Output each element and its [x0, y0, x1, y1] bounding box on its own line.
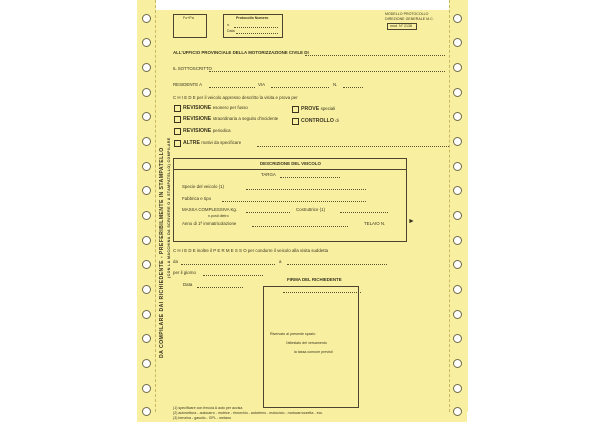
checkbox-other-bold: ALTRE [183, 140, 200, 146]
checkbox-revision-periodic[interactable] [174, 128, 181, 135]
request-line: C H I E D E per il veicolo appresso descritto la visita e prova per [173, 95, 298, 100]
feed-hole-icon [453, 310, 462, 319]
vehicle-title-rule [174, 169, 406, 170]
to-dots [287, 264, 387, 265]
vehicle-kind-dots [246, 189, 366, 190]
protocol-number-label: n. [227, 23, 230, 27]
feed-hole-icon [453, 88, 462, 97]
office-heading: ALL'UFFICIO PROVINCIALE DELLA MOTORIZZAZIONE CIVILE DI [173, 50, 309, 55]
checkbox-revision-accident-text: straordinaria a seguito d'incidente [212, 116, 279, 121]
protocol-date-dots [236, 33, 278, 34]
feed-hole-icon [142, 137, 151, 146]
vehicle-section-title: DESCRIZIONE DEL VEICOLO [260, 161, 321, 166]
checkbox-special-tests[interactable] [292, 106, 299, 113]
feed-hole-icon [453, 211, 462, 220]
feed-hole-icon [453, 38, 462, 47]
office-dots [305, 55, 445, 56]
checkbox-special-tests-label [301, 107, 335, 112]
notice-line2: l'attestato del versamento [286, 341, 327, 345]
date-dots [197, 287, 243, 288]
feed-hole-icon [453, 14, 462, 23]
left-feed-strip [137, 0, 156, 412]
checkbox-special-tests-bold: PROVE [301, 106, 320, 112]
checkbox-revision-accident-label [183, 117, 278, 122]
protocol-date-label: Data [227, 29, 235, 33]
checkbox-control-bold: CONTROLLO [301, 118, 334, 124]
feed-hole-icon [453, 137, 462, 146]
first-registration-dots [252, 226, 348, 227]
checkbox-revision-exemption-label [183, 106, 248, 111]
plate-label: TARGA [261, 172, 276, 177]
undersigned-label: IL SOTTOSCRITTO [173, 66, 212, 71]
house-number-label: N. [333, 82, 338, 87]
feed-hole-icon [142, 88, 151, 97]
footnote-line3: (3) benzina - gasolio - GPL - metano [173, 416, 231, 420]
footnote-line2: (2) autovettura - autocarro - motrice - rimorchio - autotreno - motociclo - motocarrozzetta - ecc. [173, 411, 324, 415]
feed-hole-icon [142, 260, 151, 269]
resident-label: RESIDENTE A [173, 82, 203, 87]
street-dots [271, 87, 329, 88]
vertical-instruction-main: DA COMPILARE DAI RICHIEDENTE - PREFERIBILMENTE IN STAMPATELLO [159, 147, 165, 358]
plate-dots [280, 177, 340, 178]
feed-hole-icon [142, 285, 151, 294]
protocol-box-title: Protocollo Numero [236, 16, 269, 20]
checkbox-revision-accident[interactable] [174, 116, 181, 123]
from-dots [181, 264, 275, 265]
chassis-label: Costruttrice (1) [296, 207, 326, 212]
stamp-box [173, 14, 207, 38]
feed-hole-icon [142, 112, 151, 121]
to-label: a [279, 259, 282, 264]
checkbox-revision-exemption-text: esonero per fusso [212, 105, 248, 110]
feed-hole-icon [453, 384, 462, 393]
frame-arrow-icon: ► [408, 218, 415, 225]
feed-hole-icon [453, 359, 462, 368]
notice-line1: Riservato al presente spazio [270, 332, 316, 336]
feed-hole-icon [453, 186, 462, 195]
feed-hole-icon [142, 310, 151, 319]
make-label: Fabbrica e tipo [182, 196, 212, 201]
protocol-number-dots [234, 27, 278, 28]
undersigned-dots [209, 71, 445, 72]
checkbox-revision-exemption[interactable] [174, 105, 181, 112]
feed-hole-icon [142, 38, 151, 47]
house-number-dots [343, 87, 363, 88]
checkbox-control[interactable] [292, 118, 299, 125]
from-label: da [173, 259, 178, 264]
feed-hole-icon [453, 112, 462, 121]
checkbox-revision-accident-bold: REVISIONE [183, 116, 212, 122]
feed-hole-icon [142, 407, 151, 416]
feed-hole-icon [142, 384, 151, 393]
footnote-line1: (1) specificare con freccia A auto per accisa [173, 406, 243, 410]
right-feed-strip [449, 0, 468, 412]
street-label: VIA [258, 82, 266, 87]
date-label: Data [183, 282, 193, 287]
checkbox-other-text: motivi da specificare [201, 140, 242, 145]
checkbox-control-text: di [335, 118, 339, 123]
day-label: per il giorno [173, 270, 196, 275]
feed-hole-icon [453, 407, 462, 416]
vehicle-description-box [173, 158, 407, 242]
checkbox-special-tests-text: speciali [320, 106, 336, 111]
checkbox-revision-periodic-label [183, 129, 231, 134]
model-note-box [387, 23, 417, 30]
feed-hole-icon [142, 334, 151, 343]
model-note-line1: MODELLO PROTOCOLLO [385, 12, 429, 16]
feed-hole-icon [142, 359, 151, 368]
checkbox-other[interactable] [174, 140, 181, 147]
vertical-instruction-sub: (CON LA MACCHINA DA SCRIVERE O A STAMPATELLO) COMPILARE [167, 137, 171, 278]
day-dots [203, 275, 263, 276]
first-registration-label: Anno di 1ª immatricolazione [182, 221, 237, 226]
feed-hole-icon [453, 63, 462, 72]
checkbox-revision-periodic-text: periodica [212, 128, 231, 133]
model-note-line3: mod. N° 2138 [390, 24, 413, 28]
feed-hole-icon [142, 63, 151, 72]
feed-hole-icon [142, 211, 151, 220]
checkbox-revision-periodic-bold: REVISIONE [183, 128, 212, 134]
protocol-box [223, 14, 283, 38]
feed-hole-icon [453, 162, 462, 171]
checkbox-revision-exemption-bold: REVISIONE [183, 105, 212, 111]
feed-hole-icon [142, 186, 151, 195]
feed-hole-icon [142, 14, 151, 23]
feed-hole-icon [453, 285, 462, 294]
mass-dots [246, 212, 290, 213]
feed-hole-icon [453, 334, 462, 343]
notice-box [263, 286, 359, 408]
model-note-line2: DIREZIONE GENERALE M.C. [385, 17, 434, 21]
checkbox-other-label [183, 141, 241, 146]
mass-label: MASSA COMPLESSIVA Kg. [182, 207, 238, 212]
notice-line3: la tassa comune previsti [294, 350, 333, 354]
axles-label: n.posti dietro [208, 214, 229, 218]
feed-hole-icon [142, 162, 151, 171]
vehicle-kind-label: Specie del veicolo (1) [182, 184, 224, 189]
chassis-dots [340, 212, 388, 213]
feed-hole-icon [142, 236, 151, 245]
request-form [137, 10, 467, 422]
frame-label: TELAIO N. [364, 221, 386, 226]
feed-hole-icon [453, 260, 462, 269]
permission-line: C H I E D E inoltre il P E R M E S S O per condurre il veicolo alla visita suddetta [173, 248, 329, 253]
other-reason-dots [257, 146, 457, 147]
feed-hole-icon [453, 236, 462, 245]
make-dots [222, 201, 366, 202]
checkbox-control-label [301, 119, 339, 124]
resident-dots [209, 87, 255, 88]
signature-label: FIRMA DEL RICHIEDENTE [287, 277, 342, 282]
stamp-box-label: Fo+Pa [183, 16, 194, 20]
